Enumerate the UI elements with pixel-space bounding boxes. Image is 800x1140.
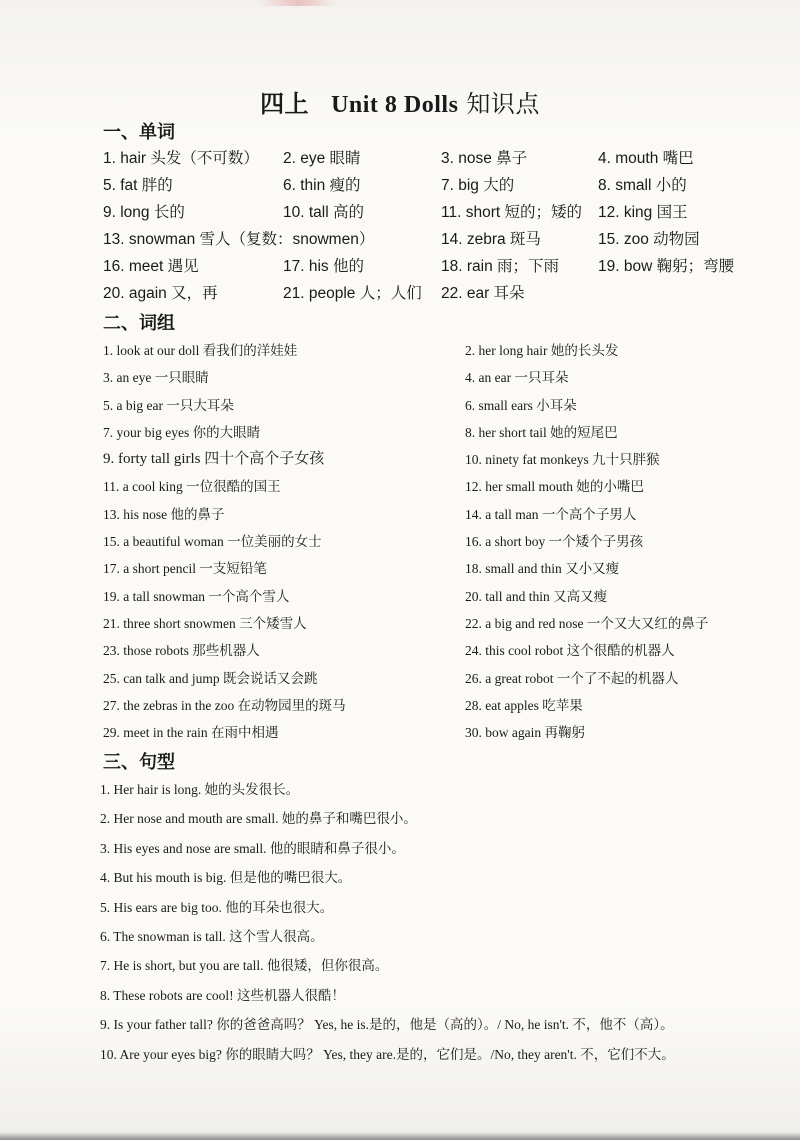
- vocab-item: 12. king 国王: [598, 204, 688, 221]
- section-heading-words: 一、单词: [103, 122, 175, 142]
- sentence-item: 2. Her nose and mouth are small. 她的鼻子和嘴巴很小。: [100, 811, 417, 827]
- vocab-item: 16. meet 遇见: [103, 258, 199, 275]
- phrase-item: 4. an ear 一只耳朵: [465, 370, 569, 386]
- phrase-item: 26. a great robot 一个了不起的机器人: [465, 670, 679, 686]
- vocab-item: 14. zebra 斑马: [441, 231, 541, 248]
- phrase-item: 12. her small mouth 她的小嘴巴: [465, 479, 644, 495]
- vocab-item: 9. long 长的: [103, 204, 185, 221]
- vocab-item: 2. eye 眼睛: [283, 150, 361, 167]
- phrase-item: 23. those robots 那些机器人: [103, 643, 260, 659]
- phrase-item: 2. her long hair 她的长头发: [465, 343, 619, 358]
- vocab-item: 22. ear 耳朵: [441, 285, 525, 302]
- phrase-item: 8. her short tail 她的短尾巴: [465, 424, 618, 440]
- vocab-item: 17. his 他的: [283, 258, 364, 275]
- vocab-item: 15. zoo 动物园: [598, 231, 700, 248]
- sentence-item: 6. The snowman is tall. 这个雪人很高。: [100, 928, 324, 944]
- phrase-item: 5. a big ear 一只大耳朵: [103, 397, 234, 413]
- phrase-item: 1. look at our doll 看我们的洋娃娃: [103, 343, 298, 358]
- sentence-item: 1. Her hair is long. 她的头发很长。: [100, 782, 300, 797]
- scan-edge-shadow: [0, 1132, 800, 1140]
- phrase-item: 11. a cool king 一位很酷的国王: [103, 479, 281, 495]
- title-topic: 知识点: [466, 92, 540, 118]
- scan-artifact: [258, 0, 338, 6]
- phrase-item: 24. this cool robot 这个很酷的机器人: [465, 643, 675, 659]
- sentence-item: 9. Is your father tall? 你的爸爸高吗？ Yes, he is.是的，他是（高的）。/ No, he isn't. 不，他不（高）。: [100, 1017, 674, 1033]
- phrase-item: 29. meet in the rain 在雨中相遇: [103, 725, 279, 741]
- vocab-item: 5. fat 胖的: [103, 177, 173, 194]
- phrase-item: 6. small ears 小耳朵: [465, 397, 577, 413]
- phrase-item: 14. a tall man 一个高个子男人: [465, 506, 637, 522]
- page-title: [0, 84, 800, 119]
- phrase-item: 17. a short pencil 一支短铅笔: [103, 561, 267, 577]
- sentence-item: 8. These robots are cool! 这些机器人很酷！: [100, 987, 345, 1003]
- vocab-item: 4. mouth 嘴巴: [598, 150, 694, 167]
- vocab-item: 3. nose 鼻子: [441, 150, 528, 167]
- phrase-item: 20. tall and thin 又高又瘦: [465, 588, 608, 604]
- vocabulary-list: [103, 145, 763, 307]
- sentence-list: [100, 775, 780, 1069]
- phrase-item: 21. three short snowmen 三个矮雪人: [103, 615, 307, 631]
- vocab-item: 1. hair 头发（不可数）: [103, 150, 259, 167]
- phrase-item: 18. small and thin 又小又瘦: [465, 561, 620, 577]
- vocab-item: 13. snowman 雪人（复数：snowmen）: [103, 231, 375, 248]
- phrase-item: 25. can talk and jump 既会说话又会跳: [103, 670, 318, 686]
- phrase-item: 16. a short boy 一个矮个子男孩: [465, 534, 644, 550]
- phrase-item: 10. ninety fat monkeys 九十只胖猴: [465, 452, 660, 468]
- vocab-item: 20. again 又，再: [103, 285, 218, 302]
- vocab-item: 18. rain 雨；下雨: [441, 258, 560, 275]
- phrase-item: 22. a big and red nose 一个又大又红的鼻子: [465, 615, 709, 631]
- vocab-item: 10. tall 高的: [283, 204, 364, 221]
- title-unit: Unit 8 Dolls: [331, 92, 459, 118]
- section-heading-phrases: 二、词组: [103, 313, 175, 333]
- vocab-item: 7. big 大的: [441, 177, 515, 194]
- phrase-item: 9. forty tall girls 四十个高个子女孩: [103, 451, 325, 468]
- phrase-item: 3. an eye 一只眼睛: [103, 370, 209, 386]
- vocab-item: 11. short 短的；矮的: [441, 204, 582, 221]
- phrase-list: [103, 337, 763, 746]
- sentence-item: 3. His eyes and nose are small. 他的眼睛和鼻子很小。: [100, 840, 405, 856]
- sentence-item: 4. But his mouth is big. 但是他的嘴巴很大。: [100, 870, 352, 886]
- vocab-item: 6. thin 瘦的: [283, 177, 361, 194]
- sentence-item: 7. He is short, but you are tall. 他很矮，但你很高。: [100, 958, 389, 974]
- vocab-item: 8. small 小的: [598, 177, 687, 194]
- phrase-item: 27. the zebras in the zoo 在动物园里的斑马: [103, 697, 346, 713]
- title-grade: 四上: [260, 92, 310, 118]
- sentence-item: 5. His ears are big too. 他的耳朵也很大。: [100, 899, 334, 915]
- phrase-item: 7. your big eyes 你的大眼睛: [103, 424, 261, 440]
- phrase-item: 30. bow again 再鞠躬: [465, 725, 585, 741]
- phrase-item: 19. a tall snowman 一个高个雪人: [103, 588, 290, 604]
- sentence-item: 10. Are your eyes big? 你的眼睛大吗？ Yes, they are.是的，它们是。/No, they aren't. 不，它们不大。: [100, 1046, 675, 1062]
- section-heading-sentences: 三、句型: [103, 752, 175, 772]
- phrase-item: 13. his nose 他的鼻子: [103, 506, 225, 522]
- vocab-item: 21. people 人；人们: [283, 285, 422, 302]
- phrase-item: 28. eat apples 吃苹果: [465, 697, 583, 713]
- phrase-item: 15. a beautiful woman 一位美丽的女士: [103, 534, 322, 550]
- vocab-item: 19. bow 鞠躬；弯腰: [598, 258, 735, 275]
